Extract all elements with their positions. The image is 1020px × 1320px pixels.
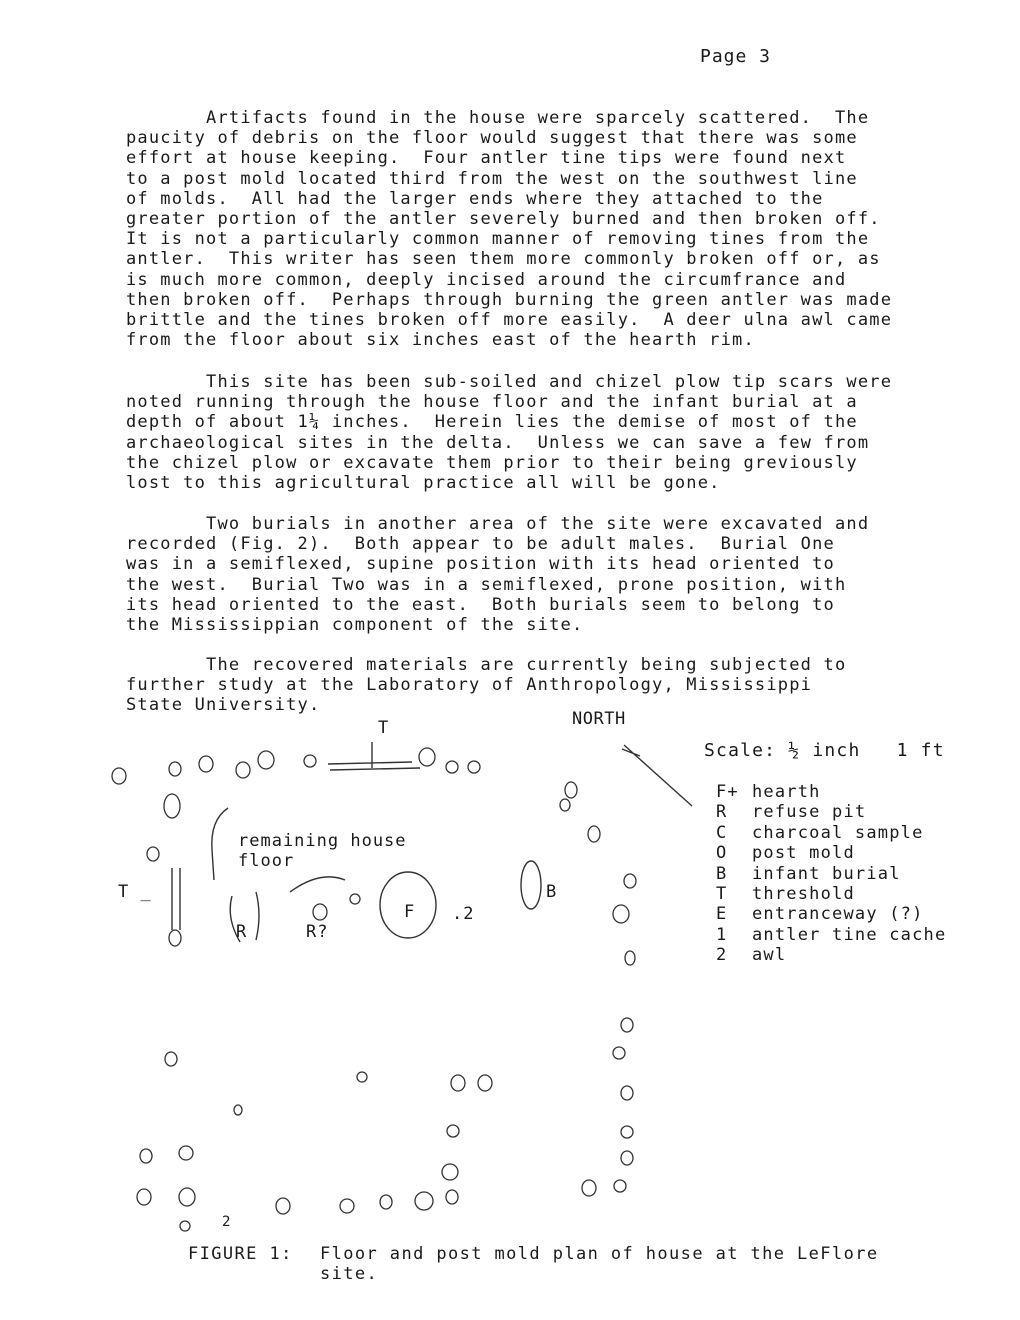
post-mold — [621, 1151, 633, 1165]
legend-key: 2 — [716, 945, 728, 966]
legend-label: post mold — [752, 843, 855, 864]
legend-item — [716, 782, 946, 802]
legend-item — [716, 843, 946, 863]
legend-key: 1 — [716, 924, 728, 945]
text-line: paucity of debris on the floor would suggest that there was some — [126, 128, 858, 149]
post-mold — [415, 1192, 433, 1210]
post-mold — [478, 1075, 492, 1091]
house-floor-label-2: floor — [238, 851, 295, 871]
legend-key: T — [716, 884, 728, 905]
post-mold — [137, 1189, 151, 1205]
refuse-maybe-label: R? — [306, 922, 329, 942]
legend-key: R — [716, 802, 728, 823]
threshold-top — [328, 742, 420, 770]
post-mold — [446, 761, 458, 773]
text-line: its head oriented to the east. Both burials seem to belong to — [126, 594, 835, 615]
post-mold — [446, 1190, 458, 1204]
text-line: The recovered materials are currently being subjected to — [126, 655, 847, 675]
post-mold — [340, 1199, 354, 1213]
north-arrow — [622, 745, 692, 806]
text-line: This site has been sub-soiled and chizel plow tip scars were — [126, 372, 893, 392]
caption-text: Floor and post mold plan of house at the LeFlore — [320, 1244, 879, 1264]
refuse-label: R — [236, 922, 248, 942]
post-mold — [380, 1195, 392, 1209]
post-mold — [258, 751, 274, 769]
post-mold — [147, 847, 159, 861]
text-line: greater portion of the antler severely burned and then broken off. — [126, 209, 881, 230]
paragraph-materials — [126, 655, 916, 716]
legend-item — [716, 904, 946, 924]
paragraph-subsoil — [126, 372, 916, 493]
post-mold — [621, 1018, 633, 1032]
burial-label: B — [546, 882, 558, 902]
text-line: recorded (Fig. 2). Both appear to be adult males. Burial One — [126, 534, 835, 555]
infant-burial — [521, 861, 541, 909]
post-mold — [419, 748, 435, 766]
post-mold — [565, 782, 577, 798]
post-mold — [625, 951, 635, 965]
legend-item — [716, 802, 946, 822]
house-floor-outline — [212, 808, 228, 880]
caption-label: FIGURE 1: — [188, 1244, 293, 1264]
legend-label: charcoal sample — [752, 822, 924, 843]
paragraph-artifacts — [126, 108, 916, 350]
post-mold — [112, 768, 126, 784]
text-line: archaeological sites in the delta. Unless we can save a few from — [126, 432, 870, 453]
legend-item — [716, 823, 946, 843]
text-line: from the floor about six inches east of the hearth rim. — [126, 330, 755, 351]
legend-key: B — [716, 863, 728, 884]
legend-item — [716, 864, 946, 884]
post-mold — [621, 1086, 633, 1100]
text-line: of molds. All had the larger ends where they attached to the — [126, 188, 824, 209]
page-number: Page 3 — [700, 46, 772, 67]
text-line: noted running through the house floor and the infant burial at a — [126, 392, 858, 413]
post-mold — [304, 755, 316, 767]
post-mold — [442, 1164, 458, 1180]
post-mold — [179, 1188, 195, 1206]
post-mold — [236, 762, 250, 778]
text-line: State University. — [126, 695, 321, 716]
text-line: brittle and the tines broken off more easily. A deer ulna awl came — [126, 310, 893, 331]
text-line: Two burials in another area of the site were excavated and — [126, 514, 870, 534]
post-mold — [180, 1221, 190, 1231]
text-line: then broken off. Perhaps through burning the green antler was made — [126, 289, 893, 310]
text-line: depth of about 1¼ inches. Herein lies the demise of most of the — [126, 412, 858, 433]
post-mold — [588, 826, 600, 842]
post-mold — [234, 1105, 242, 1115]
refuse-pit-maybe — [290, 877, 345, 892]
post-mold — [140, 1149, 152, 1163]
legend-label: hearth — [752, 782, 821, 802]
post-mold — [624, 874, 636, 888]
scale-label: Scale: ½ inch 1 ft — [704, 740, 945, 761]
post-mold — [451, 1075, 465, 1091]
legend-key: F+ — [716, 782, 739, 802]
post-mold — [613, 905, 629, 923]
post-mold — [621, 1126, 633, 1138]
post-mold — [582, 1180, 596, 1196]
post-mold — [164, 794, 180, 818]
post-mold — [169, 930, 181, 946]
awl-label-bottom: 2 — [222, 1214, 232, 1230]
legend-key: O — [716, 843, 728, 864]
text-line: lost to this agricultural practice all will be gone. — [126, 473, 721, 494]
post-mold — [357, 1072, 367, 1082]
legend-key: E — [716, 904, 728, 925]
post-mold — [447, 1125, 459, 1137]
legend-label: entranceway (?) — [752, 904, 924, 925]
figure-caption — [188, 1244, 878, 1284]
legend-label: refuse pit — [752, 802, 867, 823]
legend-label: infant burial — [752, 863, 901, 884]
legend-key: C — [716, 822, 728, 843]
post-mold — [169, 762, 181, 776]
post-mold — [313, 904, 327, 920]
hearth-label: F — [404, 902, 416, 922]
post-molds — [112, 748, 636, 1231]
house-floor-label-1: remaining house — [238, 831, 407, 851]
threshold-label-top: T — [378, 718, 390, 738]
post-mold — [468, 761, 480, 773]
text-line: further study at the Laboratory of Anthropology, Mississippi — [126, 675, 813, 696]
text-line: to a post mold located third from the west on the southwest line — [126, 168, 858, 189]
figure-legend — [716, 782, 946, 966]
threshold-left — [172, 868, 180, 930]
legend-item — [716, 925, 946, 945]
text-line: the west. Burial Two was in a semiflexed, prone position, with — [126, 574, 847, 595]
post-mold — [165, 1052, 177, 1066]
paragraph-burials — [126, 514, 916, 635]
text-line: effort at house keeping. Four antler tine tips were found next — [126, 148, 847, 169]
text-line: antler. This writer has seen them more commonly broken off or, as — [126, 249, 881, 270]
text-line: was in a semiflexed, supine position with its head oriented to — [126, 554, 835, 575]
legend-label: antler tine cache — [752, 924, 947, 945]
post-mold — [199, 756, 213, 772]
post-mold — [179, 1146, 193, 1160]
north-label: NORTH — [572, 709, 626, 729]
awl-mark-label: .2 — [452, 904, 475, 924]
text-line: Artifacts found in the house were sparcely scattered. The — [126, 108, 870, 128]
post-mold — [614, 1180, 626, 1192]
text-line: is much more common, deeply incised around the circumfrance and — [126, 269, 847, 290]
post-mold — [560, 799, 570, 811]
post-mold — [613, 1047, 625, 1059]
threshold-label-left: T _ — [118, 882, 152, 902]
text-line: the chizel plow or excavate them prior to their being greviously — [126, 452, 858, 473]
legend-label: threshold — [752, 884, 855, 905]
post-mold — [276, 1198, 290, 1214]
post-mold — [350, 894, 360, 904]
legend-label: awl — [752, 945, 787, 966]
caption-text-continued: site. — [320, 1264, 379, 1284]
text-line: It is not a particularly common manner of removing tines from the — [126, 229, 870, 250]
legend-item — [716, 884, 946, 904]
legend-item — [716, 945, 946, 965]
text-line: the Mississippian component of the site. — [126, 615, 584, 636]
